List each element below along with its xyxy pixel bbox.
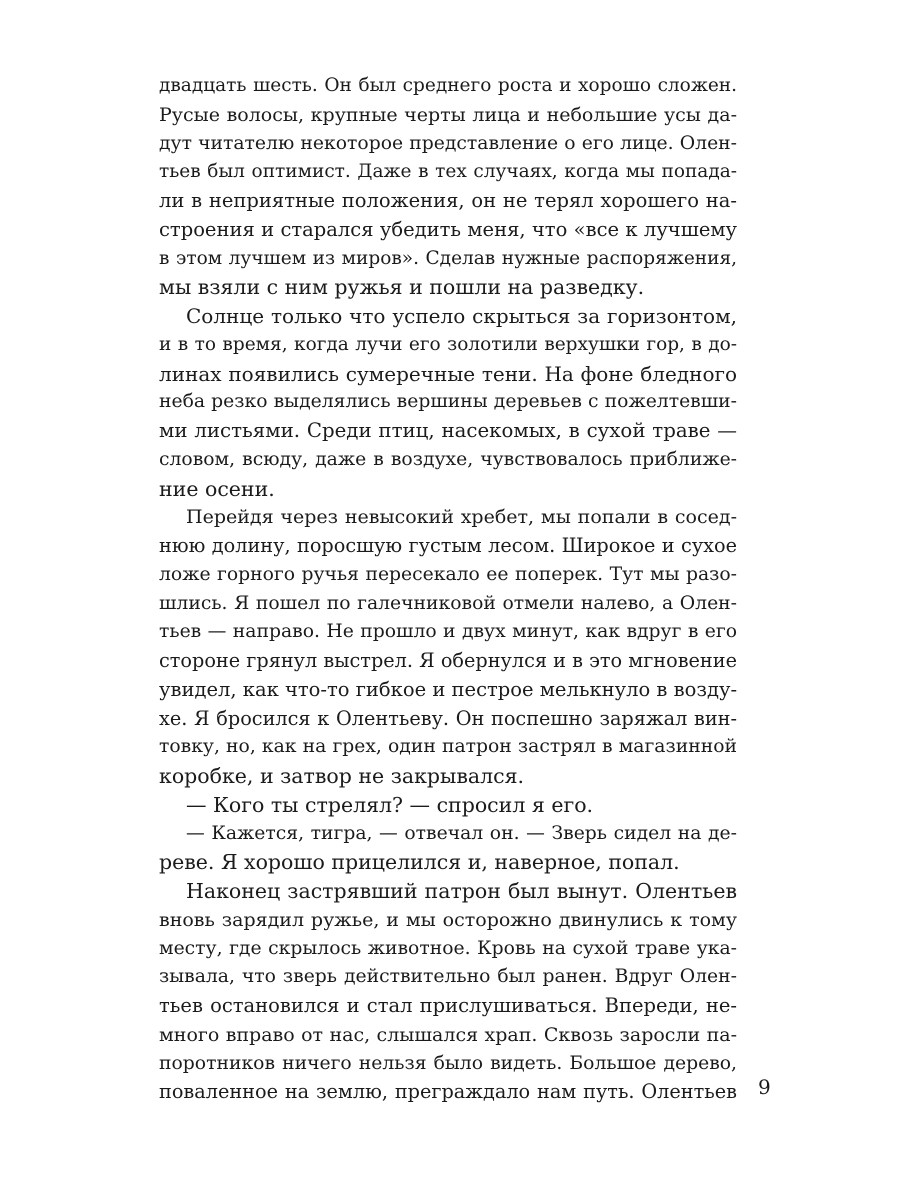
text-line: тьев остановился и стал прислушиваться. Впереди, не- [159, 994, 737, 1017]
text-line: дут читателю некоторое представление о его лице. Олен- [159, 132, 737, 154]
text-line: Солнце только что успело скрыться за горизонтом, [186, 304, 737, 328]
text-line: Русые волосы, крупные черты лица и небольшие усы да- [159, 103, 737, 126]
paragraph [159, 72, 737, 302]
text-line: тьев был оптимист. Даже в тех случаях, когда мы попада- [159, 161, 737, 183]
text-line: Перейдя через невысокий хребет, мы попали в сосед- [186, 506, 737, 529]
text-line: зывала, что зверь действительно был ранен. Вдруг Олен- [159, 966, 737, 988]
text-line: нюю долину, поросшую густым лесом. Широкое и сухое [159, 534, 737, 557]
text-line: товку, но, как на грех, один патрон застрял в магазинной [159, 736, 737, 758]
paragraph [159, 877, 737, 1107]
text-line: хе. Я бросился к Олентьеву. Он поспешно заряжал вин- [159, 706, 737, 730]
text-line: коробке, и затвор не закрывался. [159, 764, 525, 788]
text-line: неба резко выделялись вершины деревьев с пожелтевши- [159, 391, 737, 413]
text-line: месту, где скрылось животное. Кровь на сухой траве ука- [159, 937, 737, 959]
text-line: словом, всюду, даже в воздухе, чувствовалось приближе- [159, 448, 737, 470]
text-line: поваленное на землю, преграждало нам путь. Олентьев [159, 1080, 737, 1104]
text-line: и в то время, когда лучи его золотили верхушки гор, в до- [159, 333, 737, 355]
paragraph [159, 302, 737, 503]
text-line: стороне грянул выстрел. Я обернулся и в это мгновение [159, 649, 737, 672]
text-line: ми листьями. Среди птиц, насекомых, в сухой траве — [159, 419, 737, 442]
text-line: линах появились сумеречные тени. На фоне бледного [159, 361, 737, 386]
body-text [159, 72, 737, 1107]
paragraph [159, 503, 737, 791]
text-line: ние осени. [159, 476, 275, 501]
text-line: ли в неприятные положения, он не терял хорошего на- [159, 189, 737, 212]
text-line: увидел, как что-то гибкое и пестрое мелькнуло в возду- [159, 677, 737, 701]
text-line: поротников ничего нельзя было видеть. Большое дерево, [159, 1052, 737, 1074]
text-line: шлись. Я пошел по галечниковой отмели налево, а Олен- [159, 592, 737, 614]
text-line: тьев — направо. Не прошло и двух минут, как вдруг в его [159, 621, 737, 643]
text-line: ложе горного ручья пересекало ее поперек. Тут мы разо- [159, 563, 737, 585]
text-line: — Кажется, тигра, — отвечал он. — Зверь сидел на де- [186, 822, 737, 844]
page-number: 9 [758, 1075, 771, 1099]
text-line: много вправо от нас, слышался храп. Сквозь заросли па- [159, 1023, 737, 1046]
text-line: вновь зарядил ружье, и мы осторожно двинулись к тому [159, 908, 737, 931]
text-line: двадцать шесть. Он был среднего роста и хорошо сложен. [159, 75, 737, 96]
text-line: строения и старался убедить меня, что «все к лучшему [159, 217, 737, 241]
text-line: реве. Я хорошо прицелился и, наверное, попал. [159, 850, 680, 875]
paragraph [159, 820, 737, 878]
text-line: — Кого ты стрелял? — спросил я его. [186, 792, 594, 817]
text-line: в этом лучшем из миров». Сделав нужные распоряжения, [159, 247, 737, 269]
paragraph [159, 791, 737, 820]
text-line: мы взяли с ним ружья и пошли на разведку. [159, 275, 645, 300]
text-line: Наконец застрявший патрон был вынут. Олентьев [186, 879, 737, 903]
